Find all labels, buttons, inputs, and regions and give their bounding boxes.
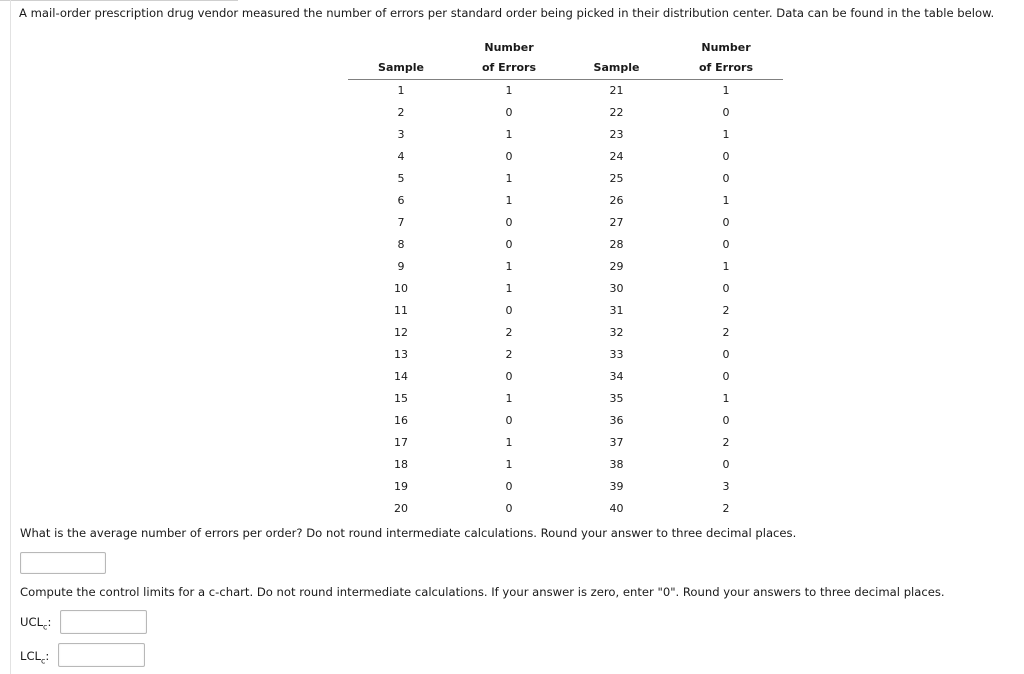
sample-cell: 27 (609, 216, 624, 229)
errors-cell: 0 (505, 414, 513, 427)
table-header-row (348, 38, 783, 80)
sample-cell: 1 (397, 84, 405, 97)
errors-cell: 0 (722, 370, 730, 383)
sample-cell: 38 (609, 458, 624, 471)
sample-cell: 16 (394, 414, 408, 427)
sample-cell: 23 (609, 128, 624, 141)
sample-cell: 7 (397, 216, 405, 229)
table-row (348, 102, 783, 124)
errors-cell: 2 (505, 326, 513, 339)
errors-cell: 2 (505, 348, 513, 361)
errors-cell: 0 (505, 502, 513, 515)
errors-cell: 1 (505, 172, 513, 185)
errors-cell: 2 (722, 502, 730, 515)
table-body (348, 80, 783, 521)
errors-cell: 0 (722, 216, 730, 229)
table-row (348, 234, 783, 256)
table-row (348, 168, 783, 190)
errors-cell: 0 (722, 458, 730, 471)
table-row (348, 410, 783, 432)
errors-cell: 0 (722, 150, 730, 163)
table-row (348, 388, 783, 410)
errors-cell: 0 (505, 106, 513, 119)
sample-cell: 24 (609, 150, 624, 163)
errors-cell: 1 (722, 392, 730, 405)
table-row (348, 190, 783, 212)
table-row (348, 476, 783, 498)
table-row (348, 124, 783, 146)
errors-cell: 1 (505, 436, 513, 449)
header-sample-left: Sample (348, 38, 454, 80)
sample-cell: 37 (609, 436, 624, 449)
sample-cell: 18 (394, 458, 408, 471)
average-errors-input[interactable] (20, 552, 106, 574)
errors-cell: 0 (722, 348, 730, 361)
sample-cell: 2 (397, 106, 405, 119)
errors-cell: 0 (722, 238, 730, 251)
sample-cell: 5 (397, 172, 405, 185)
sample-cell: 17 (394, 436, 408, 449)
table-row (348, 300, 783, 322)
question-average: What is the average number of errors per order? Do not round intermediate calculations. Round your answer to three decimal places. (20, 526, 797, 540)
sample-cell: 6 (397, 194, 405, 207)
table-row (348, 498, 783, 520)
lcl-label: $LCL_c$: (20, 649, 50, 666)
errors-cell: 1 (505, 194, 513, 207)
errors-cell: 0 (505, 480, 513, 493)
sample-cell: 8 (397, 238, 405, 251)
sample-cell: 19 (394, 480, 408, 493)
header-errors-right: Number of Errors (669, 38, 783, 80)
sample-cell: 31 (609, 304, 624, 317)
ucl-input[interactable] (60, 610, 147, 634)
header-sample-right: Sample (564, 38, 669, 80)
sample-cell: 26 (609, 194, 624, 207)
sample-cell: 33 (609, 348, 624, 361)
errors-cell: 1 (505, 260, 513, 273)
errors-cell: 0 (505, 304, 513, 317)
table-row (348, 366, 783, 388)
table-row (348, 322, 783, 344)
errors-cell: 1 (722, 260, 730, 273)
table-row (348, 80, 783, 103)
errors-cell: 0 (505, 150, 513, 163)
sample-cell: 25 (609, 172, 624, 185)
errors-cell: 1 (722, 84, 730, 97)
sample-cell: 10 (394, 282, 408, 295)
errors-cell: 1 (505, 458, 513, 471)
errors-cell: 1 (505, 128, 513, 141)
sample-cell: 28 (609, 238, 624, 251)
top-border-line (0, 0, 238, 1)
sample-cell: 39 (609, 480, 624, 493)
sample-cell: 11 (394, 304, 408, 317)
ucl-label: $UCL_c$: (20, 615, 52, 632)
table-row (348, 344, 783, 366)
table-row (348, 212, 783, 234)
errors-cell: 0 (722, 172, 730, 185)
errors-cell: 0 (505, 370, 513, 383)
errors-cell: 0 (505, 238, 513, 251)
table-row (348, 432, 783, 454)
sample-cell: 30 (609, 282, 624, 295)
lcl-input[interactable] (58, 643, 145, 667)
sample-cell: 3 (397, 128, 405, 141)
sample-cell: 36 (609, 414, 624, 427)
errors-cell: 1 (722, 194, 730, 207)
sample-cell: 13 (394, 348, 408, 361)
errors-cell: 1 (722, 128, 730, 141)
table-row (348, 256, 783, 278)
errors-cell: 1 (505, 392, 513, 405)
sample-cell: 22 (609, 106, 624, 119)
table-row (348, 454, 783, 476)
errors-cell: 1 (505, 84, 513, 97)
sample-cell: 32 (609, 326, 624, 339)
header-errors-left: Number of Errors (454, 38, 564, 80)
problem-intro: A mail-order prescription drug vendor measured the number of errors per standard order being picked in their distribution center. Data can be found in the table below. (19, 6, 995, 20)
errors-cell: 2 (722, 304, 730, 317)
table-row (348, 146, 783, 168)
errors-cell: 0 (722, 106, 730, 119)
sample-cell: 20 (394, 502, 408, 515)
sample-cell: 14 (394, 370, 408, 383)
errors-data-table (348, 38, 783, 520)
errors-cell: 3 (722, 480, 730, 493)
errors-cell: 2 (722, 326, 730, 339)
errors-cell: 0 (722, 282, 730, 295)
errors-cell: 0 (722, 414, 730, 427)
errors-cell: 1 (505, 282, 513, 295)
errors-cell: 0 (505, 216, 513, 229)
left-border-line (10, 0, 11, 674)
sample-cell: 15 (394, 392, 408, 405)
errors-cell: 2 (722, 436, 730, 449)
sample-cell: 40 (609, 502, 624, 515)
sample-cell: 35 (609, 392, 624, 405)
sample-cell: 12 (394, 326, 408, 339)
sample-cell: 9 (397, 260, 405, 273)
sample-cell: 21 (609, 84, 624, 97)
question-control-limits: Compute the control limits for a c-chart. Do not round intermediate calculations. If your answer is zero, enter "0". Round your answers to three decimal places. (20, 585, 945, 599)
sample-cell: 4 (397, 150, 405, 163)
sample-cell: 29 (609, 260, 624, 273)
table-row (348, 278, 783, 300)
sample-cell: 34 (609, 370, 624, 383)
data-table-container (348, 38, 783, 520)
